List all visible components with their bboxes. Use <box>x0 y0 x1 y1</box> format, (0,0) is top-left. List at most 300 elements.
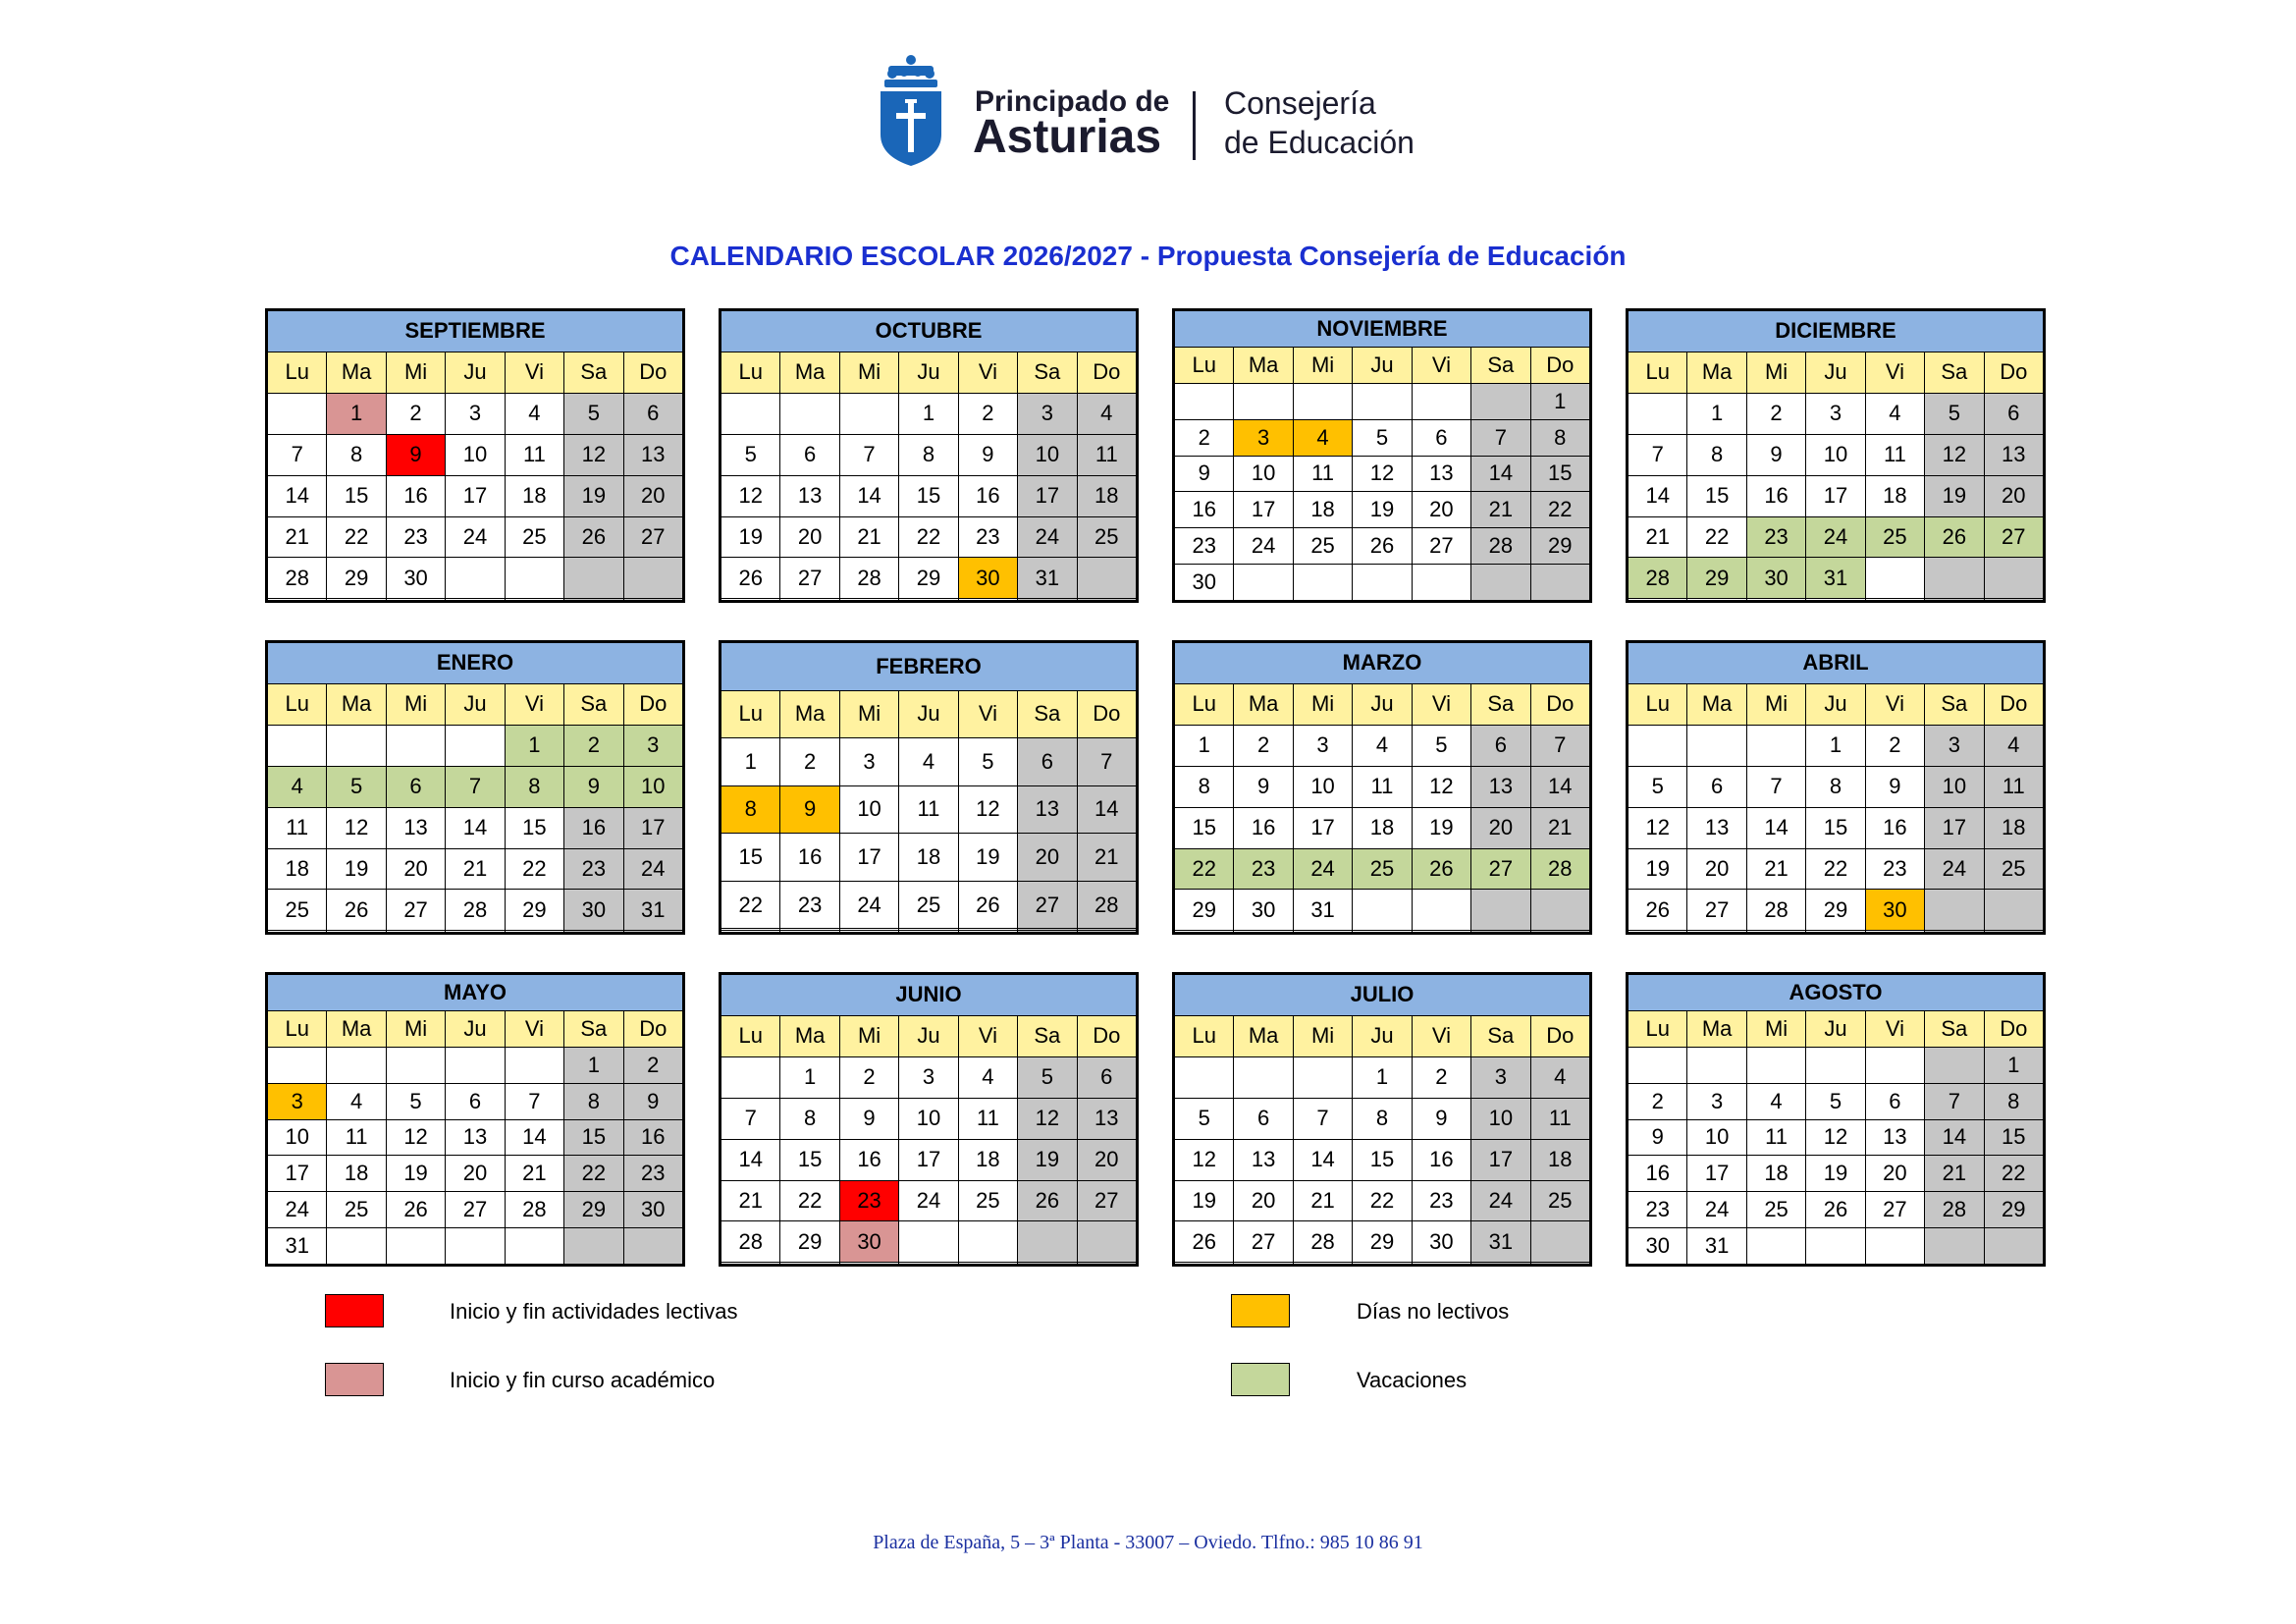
day-name: Do <box>1077 1015 1136 1056</box>
day-cell: 4 <box>1984 725 2043 766</box>
day-cell: 30 <box>1865 890 1924 931</box>
day-cell: 9 <box>1865 766 1924 807</box>
day-name: Mi <box>1293 1015 1352 1056</box>
day-cell: 26 <box>386 1192 445 1228</box>
day-cell: 8 <box>721 785 780 834</box>
day-cell: 27 <box>1471 848 1530 890</box>
month-name: SEPTIEMBRE <box>268 311 683 352</box>
day-cell: 12 <box>564 434 623 475</box>
day-name: Do <box>1077 690 1136 738</box>
empty-cell <box>1234 1056 1293 1098</box>
day-cell: 14 <box>721 1139 780 1180</box>
day-cell: 24 <box>1234 528 1293 565</box>
empty-cell <box>958 931 1017 933</box>
legend-swatch-no-lectivos <box>1231 1294 1290 1327</box>
day-name: Lu <box>1175 347 1234 383</box>
empty-cell <box>1353 383 1412 419</box>
empty-cell <box>1530 1263 1589 1265</box>
day-cell: 18 <box>1077 475 1136 516</box>
empty-cell <box>505 1228 563 1265</box>
day-cell: 29 <box>1530 528 1589 565</box>
day-name: Ma <box>327 683 386 725</box>
day-cell: 10 <box>1806 434 1865 475</box>
day-cell: 7 <box>1471 419 1530 456</box>
day-cell: 14 <box>1077 785 1136 834</box>
day-cell: 31 <box>1471 1221 1530 1263</box>
empty-cell <box>1865 558 1924 599</box>
day-cell: 13 <box>1865 1119 1924 1156</box>
org-name-line1: Principado de <box>975 85 1170 118</box>
day-cell: 19 <box>564 475 623 516</box>
day-cell: 30 <box>958 558 1017 599</box>
empty-cell <box>327 1047 386 1083</box>
day-cell: 14 <box>839 475 898 516</box>
day-name: Vi <box>1865 1010 1924 1047</box>
month-name: ABRIL <box>1629 643 2044 684</box>
day-cell: 4 <box>1530 1056 1589 1098</box>
legend-label-actividades: Inicio y fin actividades lectivas <box>450 1299 738 1324</box>
day-cell: 18 <box>1865 475 1924 516</box>
empty-cell <box>899 1263 958 1265</box>
day-name: Ma <box>1234 683 1293 725</box>
day-cell: 23 <box>623 1156 682 1192</box>
empty-cell <box>268 393 327 434</box>
header-divider <box>1193 91 1196 160</box>
day-cell: 23 <box>386 516 445 558</box>
day-cell: 20 <box>1077 1139 1136 1180</box>
footer-address: Plaza de España, 5 – 3ª Planta - 33007 – Oviedo. Tlfno.: 985 10 86 91 <box>873 1532 1423 1553</box>
day-cell: 22 <box>721 881 780 929</box>
day-cell: 20 <box>1687 848 1746 890</box>
legend-label-no-lectivos: Días no lectivos <box>1357 1299 1510 1324</box>
empty-cell <box>1293 383 1352 419</box>
day-name: Ma <box>1234 1015 1293 1056</box>
empty-cell <box>1984 599 2043 601</box>
day-cell: 30 <box>1175 565 1234 601</box>
day-cell: 11 <box>899 785 958 834</box>
empty-cell <box>1353 890 1412 931</box>
day-cell: 21 <box>505 1156 563 1192</box>
empty-cell <box>721 1056 780 1098</box>
day-cell: 29 <box>327 558 386 599</box>
day-cell: 14 <box>505 1119 563 1156</box>
day-cell: 15 <box>1353 1139 1412 1180</box>
day-cell: 5 <box>1412 725 1470 766</box>
day-cell: 28 <box>268 558 327 599</box>
day-cell: 3 <box>1293 725 1352 766</box>
day-name: Do <box>1530 683 1589 725</box>
empty-cell <box>1746 599 1805 601</box>
day-cell: 13 <box>1077 1098 1136 1139</box>
day-cell: 7 <box>268 434 327 475</box>
day-cell: 26 <box>1018 1180 1077 1221</box>
day-cell: 27 <box>1018 881 1077 929</box>
day-cell: 23 <box>1865 848 1924 890</box>
day-cell: 22 <box>564 1156 623 1192</box>
day-cell: 11 <box>505 434 563 475</box>
day-cell: 11 <box>958 1098 1017 1139</box>
day-name: Vi <box>505 1010 563 1047</box>
day-cell: 20 <box>446 1156 505 1192</box>
empty-cell <box>1806 931 1865 933</box>
day-cell: 25 <box>1530 1180 1589 1221</box>
day-cell: 15 <box>1687 475 1746 516</box>
department-line2: de Educación <box>1224 125 1415 160</box>
legend-swatch-actividades <box>325 1294 384 1327</box>
day-cell: 9 <box>623 1083 682 1119</box>
day-cell: 16 <box>623 1119 682 1156</box>
empty-cell <box>1687 725 1746 766</box>
empty-cell <box>958 1263 1017 1265</box>
day-name: Mi <box>1746 683 1805 725</box>
empty-cell <box>1984 558 2043 599</box>
day-name: Lu <box>1175 1015 1234 1056</box>
day-cell: 19 <box>958 834 1017 882</box>
day-cell: 17 <box>1018 475 1077 516</box>
day-name: Vi <box>958 352 1017 393</box>
day-cell: 10 <box>268 1119 327 1156</box>
day-cell: 23 <box>564 848 623 890</box>
day-cell: 4 <box>1865 393 1924 434</box>
day-cell: 28 <box>839 558 898 599</box>
empty-cell <box>505 931 563 933</box>
day-cell: 22 <box>1806 848 1865 890</box>
month-julio <box>1172 972 1592 1267</box>
empty-cell <box>327 725 386 766</box>
day-name: Ma <box>780 352 839 393</box>
empty-cell <box>899 599 958 601</box>
day-cell: 13 <box>623 434 682 475</box>
day-cell: 13 <box>1234 1139 1293 1180</box>
day-cell: 8 <box>1687 434 1746 475</box>
day-cell: 29 <box>1806 890 1865 931</box>
month-marzo <box>1172 640 1592 935</box>
day-name: Ju <box>1353 1015 1412 1056</box>
day-cell: 21 <box>721 1180 780 1221</box>
day-cell: 26 <box>1925 516 1984 558</box>
month-noviembre <box>1172 308 1592 603</box>
day-cell: 7 <box>446 766 505 807</box>
day-cell: 7 <box>1530 725 1589 766</box>
day-cell: 13 <box>1412 456 1470 492</box>
day-cell: 13 <box>386 807 445 848</box>
empty-cell <box>958 1221 1017 1263</box>
day-cell: 19 <box>1629 848 1687 890</box>
day-cell: 25 <box>1746 1192 1805 1228</box>
day-cell: 10 <box>1687 1119 1746 1156</box>
day-cell: 29 <box>780 1221 839 1263</box>
day-cell: 24 <box>1806 516 1865 558</box>
month-name: MAYO <box>268 975 683 1011</box>
day-cell: 20 <box>780 516 839 558</box>
day-cell: 21 <box>1746 848 1805 890</box>
day-cell: 16 <box>1234 807 1293 848</box>
day-cell: 15 <box>1175 807 1234 848</box>
day-cell: 30 <box>1234 890 1293 931</box>
empty-cell <box>1806 1047 1865 1083</box>
day-cell: 17 <box>1925 807 1984 848</box>
empty-cell <box>386 599 445 601</box>
day-cell: 24 <box>623 848 682 890</box>
day-cell: 10 <box>1925 766 1984 807</box>
day-cell: 28 <box>1077 881 1136 929</box>
month-abril <box>1626 640 2046 935</box>
day-cell: 23 <box>958 516 1017 558</box>
day-cell: 23 <box>1234 848 1293 890</box>
empty-cell <box>1018 931 1077 933</box>
day-cell: 11 <box>1353 766 1412 807</box>
day-name: Lu <box>721 352 780 393</box>
day-name: Do <box>1984 352 2043 393</box>
day-cell: 17 <box>1806 475 1865 516</box>
empty-cell <box>1471 931 1530 933</box>
empty-cell <box>623 1228 682 1265</box>
empty-cell <box>1293 1056 1352 1098</box>
empty-cell <box>446 931 505 933</box>
day-cell: 1 <box>564 1047 623 1083</box>
day-cell: 15 <box>505 807 563 848</box>
day-cell: 16 <box>780 834 839 882</box>
day-cell: 30 <box>564 890 623 931</box>
day-cell: 12 <box>1629 807 1687 848</box>
day-cell: 16 <box>1629 1156 1687 1192</box>
day-cell: 14 <box>1746 807 1805 848</box>
day-cell: 24 <box>1471 1180 1530 1221</box>
day-cell: 26 <box>327 890 386 931</box>
empty-cell <box>505 599 563 601</box>
day-cell: 9 <box>1746 434 1805 475</box>
day-name: Sa <box>1925 683 1984 725</box>
day-cell: 14 <box>1925 1119 1984 1156</box>
empty-cell <box>1077 599 1136 601</box>
day-name: Vi <box>1412 347 1470 383</box>
empty-cell <box>446 1047 505 1083</box>
day-cell: 6 <box>1018 738 1077 786</box>
month-septiembre <box>265 308 685 603</box>
empty-cell <box>839 393 898 434</box>
day-cell: 21 <box>1077 834 1136 882</box>
empty-cell <box>1175 383 1234 419</box>
day-cell: 12 <box>1806 1119 1865 1156</box>
day-cell: 27 <box>1412 528 1470 565</box>
day-cell: 17 <box>839 834 898 882</box>
day-cell: 27 <box>446 1192 505 1228</box>
empty-cell <box>446 725 505 766</box>
day-name: Ma <box>1687 1010 1746 1047</box>
day-cell: 13 <box>1471 766 1530 807</box>
day-name: Do <box>1984 683 2043 725</box>
day-cell: 30 <box>839 1221 898 1263</box>
empty-cell <box>1353 1263 1412 1265</box>
day-name: Ju <box>1353 683 1412 725</box>
empty-cell <box>1412 931 1470 933</box>
day-cell: 25 <box>1353 848 1412 890</box>
day-cell: 17 <box>1234 492 1293 528</box>
day-cell: 29 <box>1175 890 1234 931</box>
day-cell: 4 <box>268 766 327 807</box>
day-name: Vi <box>958 1015 1017 1056</box>
day-cell: 22 <box>899 516 958 558</box>
day-cell: 5 <box>1806 1083 1865 1119</box>
day-cell: 28 <box>1925 1192 1984 1228</box>
day-cell: 6 <box>1865 1083 1924 1119</box>
day-name: Sa <box>1471 683 1530 725</box>
day-name: Ju <box>446 352 505 393</box>
day-cell: 21 <box>1471 492 1530 528</box>
day-cell: 9 <box>839 1098 898 1139</box>
day-cell: 24 <box>268 1192 327 1228</box>
day-cell: 19 <box>1353 492 1412 528</box>
day-name: Sa <box>1925 1010 1984 1047</box>
day-name: Ma <box>1234 347 1293 383</box>
day-cell: 6 <box>1077 1056 1136 1098</box>
day-name: Ju <box>899 690 958 738</box>
day-cell: 6 <box>780 434 839 475</box>
empty-cell <box>1925 931 1984 933</box>
day-name: Ma <box>1687 683 1746 725</box>
day-cell: 6 <box>623 393 682 434</box>
empty-cell <box>1629 599 1687 601</box>
empty-cell <box>1234 931 1293 933</box>
empty-cell <box>1077 931 1136 933</box>
day-cell: 22 <box>1175 848 1234 890</box>
day-cell: 28 <box>1471 528 1530 565</box>
empty-cell <box>1412 1263 1470 1265</box>
empty-cell <box>1865 931 1924 933</box>
day-cell: 3 <box>1018 393 1077 434</box>
day-name: Lu <box>1629 352 1687 393</box>
day-cell: 9 <box>780 785 839 834</box>
day-cell: 11 <box>1984 766 2043 807</box>
empty-cell <box>1077 1263 1136 1265</box>
month-name: JULIO <box>1175 975 1590 1016</box>
empty-cell <box>1293 1263 1352 1265</box>
day-cell: 10 <box>1018 434 1077 475</box>
day-cell: 1 <box>1687 393 1746 434</box>
day-cell: 28 <box>505 1192 563 1228</box>
day-cell: 24 <box>899 1180 958 1221</box>
empty-cell <box>899 1221 958 1263</box>
day-cell: 22 <box>505 848 563 890</box>
day-cell: 6 <box>1687 766 1746 807</box>
day-name: Do <box>1530 347 1589 383</box>
day-cell: 27 <box>1234 1221 1293 1263</box>
day-cell: 20 <box>1865 1156 1924 1192</box>
day-cell: 16 <box>1412 1139 1470 1180</box>
empty-cell <box>1412 383 1470 419</box>
empty-cell <box>386 1228 445 1265</box>
day-cell: 2 <box>1412 1056 1470 1098</box>
day-cell: 24 <box>1018 516 1077 558</box>
day-cell: 13 <box>780 475 839 516</box>
day-cell: 18 <box>1984 807 2043 848</box>
empty-cell <box>780 599 839 601</box>
day-cell: 2 <box>780 738 839 786</box>
day-cell: 19 <box>1412 807 1470 848</box>
day-cell: 28 <box>721 1221 780 1263</box>
day-cell: 19 <box>327 848 386 890</box>
day-cell: 2 <box>386 393 445 434</box>
day-cell: 20 <box>1984 475 2043 516</box>
day-cell: 6 <box>386 766 445 807</box>
day-cell: 22 <box>1984 1156 2043 1192</box>
day-cell: 27 <box>1865 1192 1924 1228</box>
day-cell: 1 <box>899 393 958 434</box>
day-cell: 30 <box>1412 1221 1470 1263</box>
day-name: Vi <box>1865 683 1924 725</box>
day-cell: 3 <box>839 738 898 786</box>
day-cell: 12 <box>958 785 1017 834</box>
day-cell: 30 <box>1746 558 1805 599</box>
day-cell: 17 <box>623 807 682 848</box>
empty-cell <box>1629 393 1687 434</box>
day-cell: 13 <box>1687 807 1746 848</box>
day-name: Do <box>623 1010 682 1047</box>
day-cell: 4 <box>1353 725 1412 766</box>
empty-cell <box>386 931 445 933</box>
day-cell: 9 <box>958 434 1017 475</box>
day-cell: 8 <box>1806 766 1865 807</box>
empty-cell <box>1077 558 1136 599</box>
day-cell: 10 <box>1293 766 1352 807</box>
day-cell: 6 <box>1984 393 2043 434</box>
day-cell: 21 <box>446 848 505 890</box>
empty-cell <box>958 599 1017 601</box>
day-name: Mi <box>839 1015 898 1056</box>
day-cell: 7 <box>839 434 898 475</box>
day-name: Ju <box>899 1015 958 1056</box>
day-cell: 10 <box>1234 456 1293 492</box>
day-cell: 12 <box>1018 1098 1077 1139</box>
empty-cell <box>721 393 780 434</box>
day-name: Sa <box>564 683 623 725</box>
empty-cell <box>386 1047 445 1083</box>
empty-cell <box>1175 1263 1234 1265</box>
empty-cell <box>386 725 445 766</box>
day-cell: 19 <box>1806 1156 1865 1192</box>
org-name-line2: Asturias <box>973 111 1162 163</box>
day-name: Ju <box>1806 683 1865 725</box>
month-name: DICIEMBRE <box>1629 311 2044 352</box>
day-cell: 4 <box>1293 419 1352 456</box>
day-cell: 25 <box>899 881 958 929</box>
day-cell: 20 <box>386 848 445 890</box>
day-cell: 5 <box>1175 1098 1234 1139</box>
day-name: Do <box>1530 1015 1589 1056</box>
day-name: Ju <box>446 683 505 725</box>
day-cell: 19 <box>721 516 780 558</box>
month-diciembre <box>1626 308 2046 603</box>
day-cell: 13 <box>1018 785 1077 834</box>
day-cell: 15 <box>564 1119 623 1156</box>
day-name: Lu <box>721 690 780 738</box>
day-cell: 30 <box>623 1192 682 1228</box>
empty-cell <box>564 558 623 599</box>
empty-cell <box>1077 1221 1136 1263</box>
day-cell: 25 <box>505 516 563 558</box>
day-cell: 1 <box>780 1056 839 1098</box>
day-cell: 2 <box>564 725 623 766</box>
empty-cell <box>1687 931 1746 933</box>
day-cell: 7 <box>1925 1083 1984 1119</box>
empty-cell <box>1925 599 1984 601</box>
day-cell: 29 <box>1687 558 1746 599</box>
day-cell: 11 <box>1746 1119 1805 1156</box>
empty-cell <box>780 931 839 933</box>
day-cell: 11 <box>1530 1098 1589 1139</box>
empty-cell <box>623 599 682 601</box>
day-name: Ju <box>1806 352 1865 393</box>
